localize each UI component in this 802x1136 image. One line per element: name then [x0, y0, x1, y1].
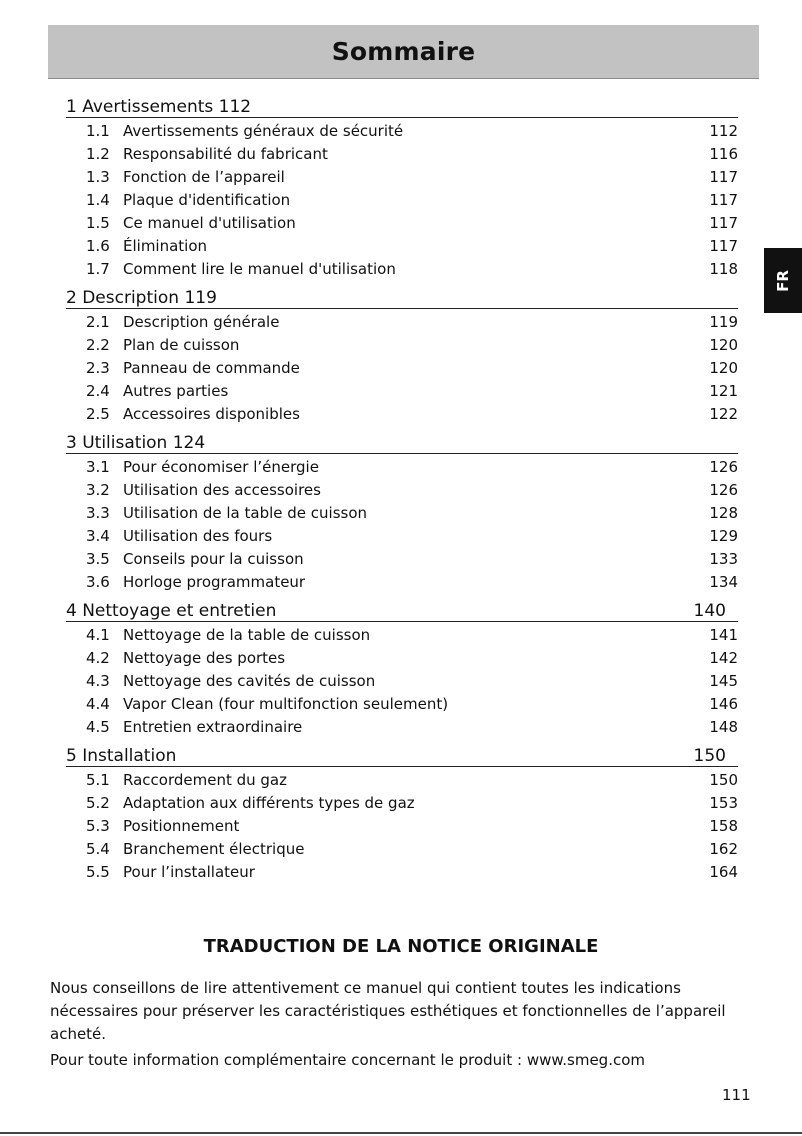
toc-entry-label: Conseils pour la cuisson	[123, 549, 304, 568]
toc-entry-page: 134	[709, 572, 738, 591]
toc-entry[interactable]	[66, 310, 738, 333]
toc-entry-number: 2.2	[86, 335, 110, 354]
toc-entry[interactable]	[66, 379, 738, 402]
toc-entry[interactable]	[66, 791, 738, 814]
toc-entry-list	[66, 454, 738, 596]
toc-entry-number: 2.5	[86, 404, 110, 423]
toc-entry-number: 1.2	[86, 144, 110, 163]
toc-entry-page: 164	[709, 862, 738, 881]
toc-entry-label: Plaque d'identification	[123, 190, 291, 209]
page-title: Sommaire	[331, 37, 476, 66]
toc-section-heading[interactable]	[66, 92, 738, 118]
toc-entry-number: 3.2	[86, 480, 110, 499]
toc-entry-page: 158	[709, 816, 738, 835]
toc-entry[interactable]	[66, 547, 738, 570]
toc-entry[interactable]	[66, 860, 738, 883]
toc-entry-page: 126	[709, 457, 738, 476]
toc-section	[66, 283, 738, 428]
toc-entry-number: 2.3	[86, 358, 110, 377]
toc-entry-list	[66, 767, 738, 886]
toc-entry[interactable]	[66, 768, 738, 791]
toc-entry-number: 1.1	[86, 121, 110, 140]
toc-entry-label: Avertissements généraux de sécurité	[123, 121, 404, 140]
toc-entry[interactable]	[66, 188, 738, 211]
toc-entry-page: 128	[709, 503, 738, 522]
toc-entry[interactable]	[66, 402, 738, 425]
toc-entry-number: 4.3	[86, 671, 110, 690]
toc-section-heading[interactable]	[66, 741, 738, 767]
toc-entry[interactable]	[66, 623, 738, 646]
toc-entry-number: 1.3	[86, 167, 110, 186]
toc-entry-label: Autres parties	[123, 381, 229, 400]
toc-entry-page: 142	[709, 648, 738, 667]
toc-entry-label: Accessoires disponibles	[123, 404, 300, 423]
toc-entry-number: 5.3	[86, 816, 110, 835]
toc-entry-page: 116	[709, 144, 738, 163]
toc-entry-label: Raccordement du gaz	[123, 770, 287, 789]
toc-entry[interactable]	[66, 478, 738, 501]
toc-entry-label: Utilisation des fours	[123, 526, 273, 545]
toc-section-heading[interactable]	[66, 283, 738, 309]
toc-entry[interactable]	[66, 455, 738, 478]
toc-section	[66, 92, 738, 283]
toc-entry-number: 3.4	[86, 526, 110, 545]
toc-entry[interactable]	[66, 646, 738, 669]
toc-entry-number: 5.5	[86, 862, 110, 881]
toc-entry[interactable]	[66, 333, 738, 356]
toc-entry-label: Branchement électrique	[123, 839, 305, 858]
toc-entry-page: 120	[709, 358, 738, 377]
toc-entry-page: 145	[709, 671, 738, 690]
toc-entry-page: 150	[709, 770, 738, 789]
toc-entry[interactable]	[66, 524, 738, 547]
toc-entry-page: 146	[709, 694, 738, 713]
toc-entry-number: 4.5	[86, 717, 110, 736]
toc-entry-number: 5.2	[86, 793, 110, 812]
toc-entry-label: Nettoyage de la table de cuisson	[123, 625, 371, 644]
toc-entry-number: 1.5	[86, 213, 110, 232]
notice-paragraph: Nous conseillons de lire attentivement ce manuel qui contient toutes les indications nécessaires pour préserver les caractéristiques esthétiques et fonctionnelles de l’appareil acheté.	[50, 979, 726, 1043]
toc-entry-list	[66, 118, 738, 283]
toc-entry-page: 117	[709, 213, 738, 232]
toc-entry-label: Plan de cuisson	[123, 335, 240, 354]
toc-section-page: 140	[693, 601, 726, 621]
toc-entry-label: Horloge programmateur	[123, 572, 306, 591]
toc-entry-page: 162	[709, 839, 738, 858]
toc-entry-number: 1.4	[86, 190, 110, 209]
toc-entry-page: 117	[709, 190, 738, 209]
language-tab	[764, 248, 802, 313]
toc-entry-number: 3.3	[86, 503, 110, 522]
toc-entry[interactable]	[66, 814, 738, 837]
toc-entry[interactable]	[66, 501, 738, 524]
toc-entry-label: Ce manuel d'utilisation	[123, 213, 296, 232]
toc-entry[interactable]	[66, 165, 738, 188]
toc-section-heading[interactable]	[66, 596, 738, 622]
toc-entry-label: Élimination	[123, 236, 208, 255]
toc-entry-list	[66, 309, 738, 428]
toc-entry-page: 126	[709, 480, 738, 499]
page-number: 111	[722, 1086, 751, 1104]
toc-entry-page: 121	[709, 381, 738, 400]
toc-section-title: 1 Avertissements 112	[66, 97, 252, 117]
toc-entry[interactable]	[66, 669, 738, 692]
toc-entry-label: Vapor Clean (four multifonction seulement)	[123, 694, 449, 713]
toc-entry-page: 133	[709, 549, 738, 568]
toc-entry-number: 5.1	[86, 770, 110, 789]
toc-entry-label: Utilisation des accessoires	[123, 480, 321, 499]
toc-entry[interactable]	[66, 715, 738, 738]
toc-entry-page: 122	[709, 404, 738, 423]
toc-entry-label: Responsabilité du fabricant	[123, 144, 328, 163]
toc-section-title: 4 Nettoyage et entretien	[66, 601, 277, 621]
notice-paragraph-website: Pour toute information complémentaire concernant le produit : www.smeg.com	[50, 1051, 645, 1069]
toc-entry-label: Description générale	[123, 312, 280, 331]
toc-entry-page: 119	[709, 312, 738, 331]
toc-entry-label: Comment lire le manuel d'utilisation	[123, 259, 396, 278]
toc-entry-label: Utilisation de la table de cuisson	[123, 503, 368, 522]
toc-entry[interactable]	[66, 837, 738, 860]
toc-entry-page: 118	[709, 259, 738, 278]
toc-entry-label: Pour l’installateur	[123, 862, 255, 881]
toc-entry-page: 117	[709, 167, 738, 186]
toc-entry[interactable]	[66, 211, 738, 234]
toc-entry-label: Positionnement	[123, 816, 240, 835]
toc-entry-label: Fonction de l’appareil	[123, 167, 285, 186]
toc-entry[interactable]	[66, 119, 738, 142]
toc-entry-list	[66, 622, 738, 741]
toc-section	[66, 596, 738, 741]
toc-entry-number: 2.4	[86, 381, 110, 400]
toc-entry-number: 2.1	[86, 312, 110, 331]
toc-entry[interactable]	[66, 234, 738, 257]
toc-entry-label: Entretien extraordinaire	[123, 717, 303, 736]
header-banner	[48, 25, 759, 79]
toc-entry-number: 1.7	[86, 259, 110, 278]
toc-section-title: 3 Utilisation 124	[66, 433, 206, 453]
toc-entry-number: 5.4	[86, 839, 110, 858]
toc-entry-number: 3.6	[86, 572, 110, 591]
table-of-contents	[66, 92, 738, 886]
toc-entry[interactable]	[66, 692, 738, 715]
toc-entry-number: 1.6	[86, 236, 110, 255]
toc-section-page: 150	[693, 746, 726, 766]
toc-entry-number: 4.2	[86, 648, 110, 667]
toc-entry-page: 148	[709, 717, 738, 736]
language-tab-label: FR	[773, 269, 792, 292]
toc-entry-label: Nettoyage des portes	[123, 648, 286, 667]
toc-entry-page: 120	[709, 335, 738, 354]
toc-entry[interactable]	[66, 257, 738, 280]
toc-entry-page: 117	[709, 236, 738, 255]
toc-entry-page: 129	[709, 526, 738, 545]
toc-entry-page: 141	[709, 625, 738, 644]
toc-entry-number: 4.4	[86, 694, 110, 713]
toc-entry-number: 3.1	[86, 457, 110, 476]
toc-entry-page: 153	[709, 793, 738, 812]
toc-entry-number: 4.1	[86, 625, 110, 644]
toc-entry[interactable]	[66, 142, 738, 165]
toc-entry-number: 3.5	[86, 549, 110, 568]
toc-entry-label: Pour économiser l’énergie	[123, 457, 319, 476]
bottom-divider	[0, 1132, 802, 1134]
toc-entry[interactable]	[66, 356, 738, 379]
toc-section-title: 2 Description 119	[66, 288, 217, 308]
toc-section	[66, 741, 738, 886]
notice-title: TRADUCTION DE LA NOTICE ORIGINALE	[203, 936, 599, 957]
toc-entry-label: Nettoyage des cavités de cuisson	[123, 671, 376, 690]
toc-entry-label: Panneau de commande	[123, 358, 300, 377]
toc-entry-label: Adaptation aux différents types de gaz	[123, 793, 415, 812]
toc-section-title: 5 Installation	[66, 746, 177, 766]
toc-entry-page: 112	[709, 121, 738, 140]
toc-section	[66, 428, 738, 596]
toc-section-heading[interactable]	[66, 428, 738, 454]
toc-entry[interactable]	[66, 570, 738, 593]
